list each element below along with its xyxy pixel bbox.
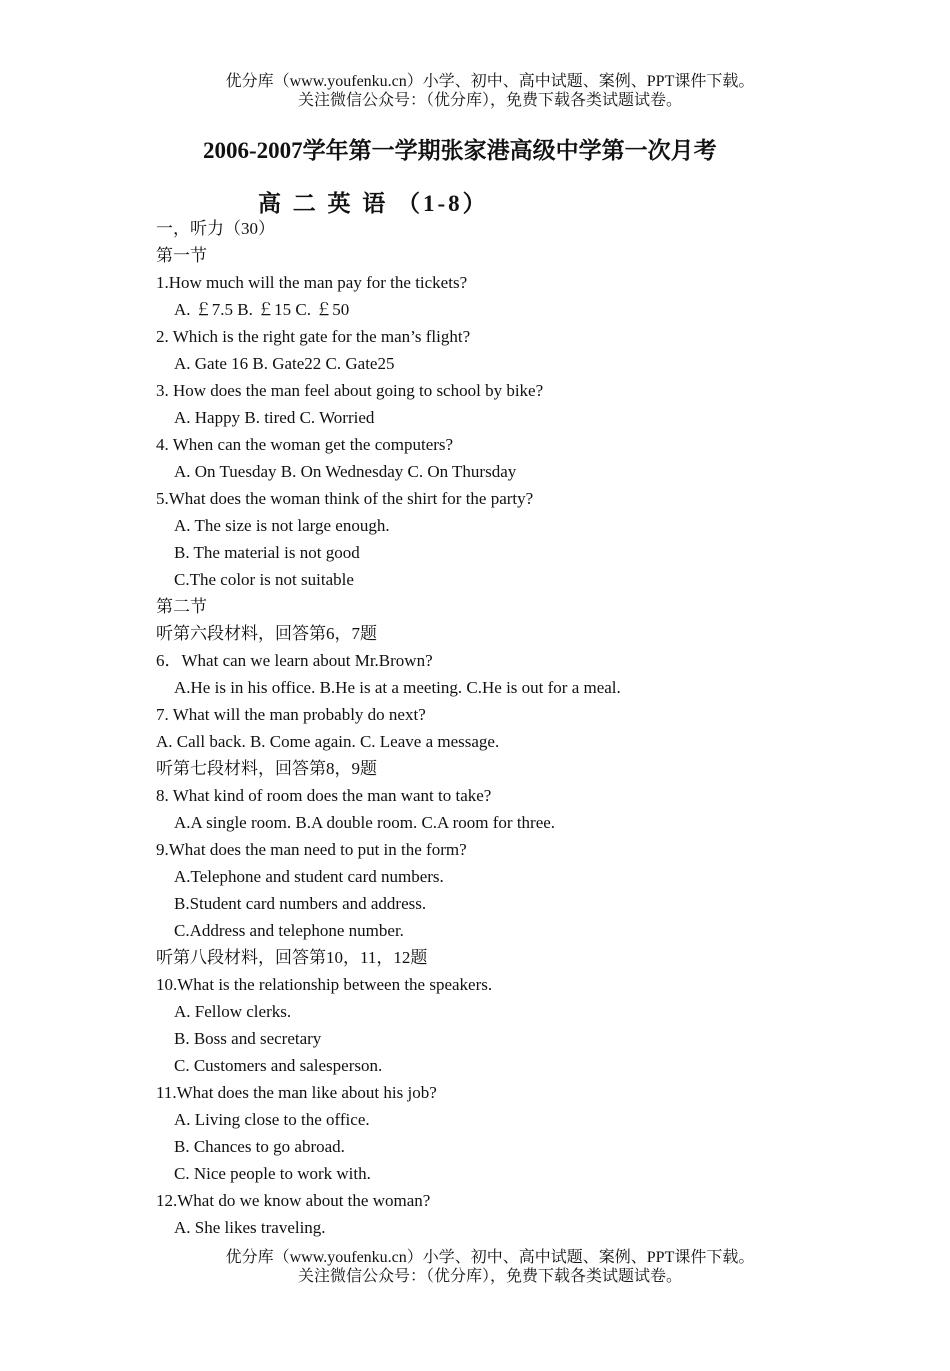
question-line: 3. How does the man feel about going to school by bike? bbox=[156, 381, 544, 400]
question-line: 1.How much will the man pay for the tickets? bbox=[156, 273, 468, 292]
header-banner bbox=[0, 72, 950, 110]
banner-line-2: 关注微信公众号：（优分库），免费下载各类试题试卷。 bbox=[297, 92, 682, 109]
answer-option-line: A.A single room. B.A double room. C.A room for three. bbox=[174, 813, 556, 832]
question-line: 听第八段材料，回答第10，11，12题 bbox=[156, 948, 428, 967]
answer-option-line: A.Telephone and student card numbers. bbox=[174, 867, 444, 886]
answer-option-line: A. ￡7.5 B. ￡15 C. ￡50 bbox=[174, 300, 350, 319]
question-line: 11.What does the man like about his job? bbox=[156, 1083, 437, 1102]
footer-line-2: 关注微信公众号：（优分库），免费下载各类试题试卷。 bbox=[297, 1268, 682, 1285]
answer-option-line: B. Chances to go abroad. bbox=[174, 1137, 345, 1156]
answer-option-line: A. Gate 16 B. Gate22 C. Gate25 bbox=[174, 354, 395, 373]
question-line: 7. What will the man probably do next? bbox=[156, 705, 426, 724]
exam-title: 2006-2007学年第一学期张家港高级中学第一次月考 bbox=[203, 138, 717, 163]
question-line: 12.What do we know about the woman? bbox=[156, 1191, 431, 1210]
question-line: 2. Which is the right gate for the man’s flight? bbox=[156, 327, 471, 346]
question-line: 9.What does the man need to put in the form? bbox=[156, 840, 467, 859]
answer-option-line: C.Address and telephone number. bbox=[174, 921, 404, 940]
answer-option-line: A. She likes traveling. bbox=[174, 1218, 326, 1237]
answer-option-line: A. The size is not large enough. bbox=[174, 516, 390, 535]
question-list bbox=[156, 215, 856, 1241]
answer-option-line: B.Student card numbers and address. bbox=[174, 894, 427, 913]
question-line: 一，听力（30） bbox=[156, 219, 275, 238]
question-line: 听第七段材料，回答第8，9题 bbox=[156, 759, 377, 778]
question-line: A. Call back. B. Come again. C. Leave a message. bbox=[156, 732, 500, 751]
question-line: 第二节 bbox=[156, 597, 207, 616]
answer-option-line: A. Happy B. tired C. Worried bbox=[174, 408, 375, 427]
question-line: 10.What is the relationship between the speakers. bbox=[156, 975, 493, 994]
answer-option-line: C. Nice people to work with. bbox=[174, 1164, 371, 1183]
question-line: 听第六段材料，回答第6，7题 bbox=[156, 624, 377, 643]
question-line: 6．What can we learn about Mr.Brown? bbox=[156, 651, 433, 670]
question-line: 4. When can the woman get the computers? bbox=[156, 435, 454, 454]
question-line: 5.What does the woman think of the shirt for the party? bbox=[156, 489, 534, 508]
answer-option-line: C. Customers and salesperson. bbox=[174, 1056, 383, 1075]
answer-option-line: B. Boss and secretary bbox=[174, 1029, 322, 1048]
answer-option-line: C.The color is not suitable bbox=[174, 570, 354, 589]
footer-banner bbox=[0, 1248, 950, 1286]
answer-option-line: A.He is in his office. B.He is at a meeting. C.He is out for a meal. bbox=[174, 678, 621, 697]
banner-line-1: 优分库（www.youfenku.cn）小学、初中、高中试题、案例、PPT课件下载。 bbox=[225, 73, 755, 90]
footer-line-1: 优分库（www.youfenku.cn）小学、初中、高中试题、案例、PPT课件下载。 bbox=[225, 1249, 755, 1266]
answer-option-line: B. The material is not good bbox=[174, 543, 360, 562]
exam-subtitle: 高 二 英 语 （1-8） bbox=[258, 191, 489, 216]
answer-option-line: A. Fellow clerks. bbox=[174, 1002, 292, 1021]
answer-option-line: A. Living close to the office. bbox=[174, 1110, 370, 1129]
question-line: 8. What kind of room does the man want to take? bbox=[156, 786, 492, 805]
question-line: 第一节 bbox=[156, 246, 207, 265]
answer-option-line: A. On Tuesday B. On Wednesday C. On Thursday bbox=[174, 462, 517, 481]
